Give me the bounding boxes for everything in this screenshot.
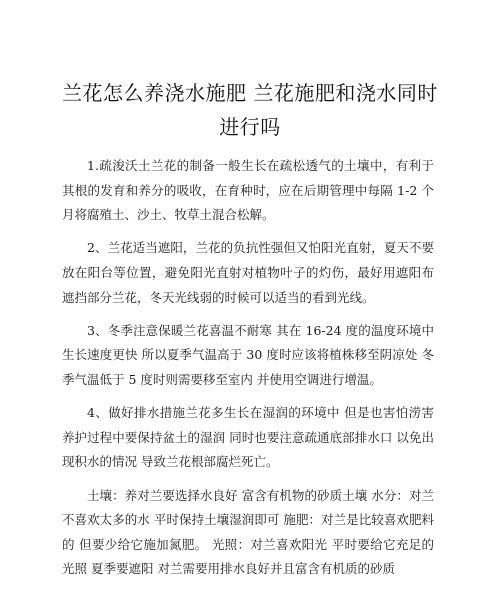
paragraph-2: 2、兰花适当遮阳，兰花的负抗性强但又怕阳光直射，夏天不要放在阳台等位置，避免阳光直射对植物叶子的灼伤，最好用遮阳布遮挡部分兰花，冬天光线弱的时候可以适当的看到光线。 <box>62 240 434 305</box>
paragraph-1: 1.疏浚沃土兰花的制备一般生长在疏松透气的土壤中，有利于其根的发育和养分的吸收，在育种时，应在后期管理中每隔 1-2 个月将腐殖土、沙土、牧草土混合松解。 <box>62 158 434 223</box>
document-body <box>62 154 434 590</box>
title-line-1: 兰花怎么养浇水施肥 兰花施肥和浇水同时 <box>62 81 438 105</box>
title-line-2: 进行吗 <box>219 115 281 139</box>
document-title <box>60 76 440 144</box>
paragraph-4: 4、做好排水措施兰花多生长在湿润的环境中 但是也害怕涝害养护过程中要保持盆土的湿润 同时也要注意疏通底部排水口 以免出现积水的情况 导致兰花根部腐烂死亡。 <box>62 405 434 470</box>
paragraph-3: 3、冬季注意保暖兰花喜温不耐寒 其在 16-24 度的温度环境中生长速度更快 所以夏季气温高于 30 度时应该将植株移至阴凉处 冬季气温低于 5 度时则需要移至室内 并使用空调进行增温。 <box>62 322 434 387</box>
paragraph-5: 土壤：养对兰要选择水良好 富含有机物的砂质土壤 水分：对兰不喜欢太多的水 平时保持土壤湿润即可 施肥：对兰是比较喜欢肥料的 但要少给它施加氮肥。 光照：对兰喜欢阳光 平时要给它充足的光照 夏季要遮阳 对兰需要用排水良好并且富含有机质的砂质 <box>62 487 434 577</box>
